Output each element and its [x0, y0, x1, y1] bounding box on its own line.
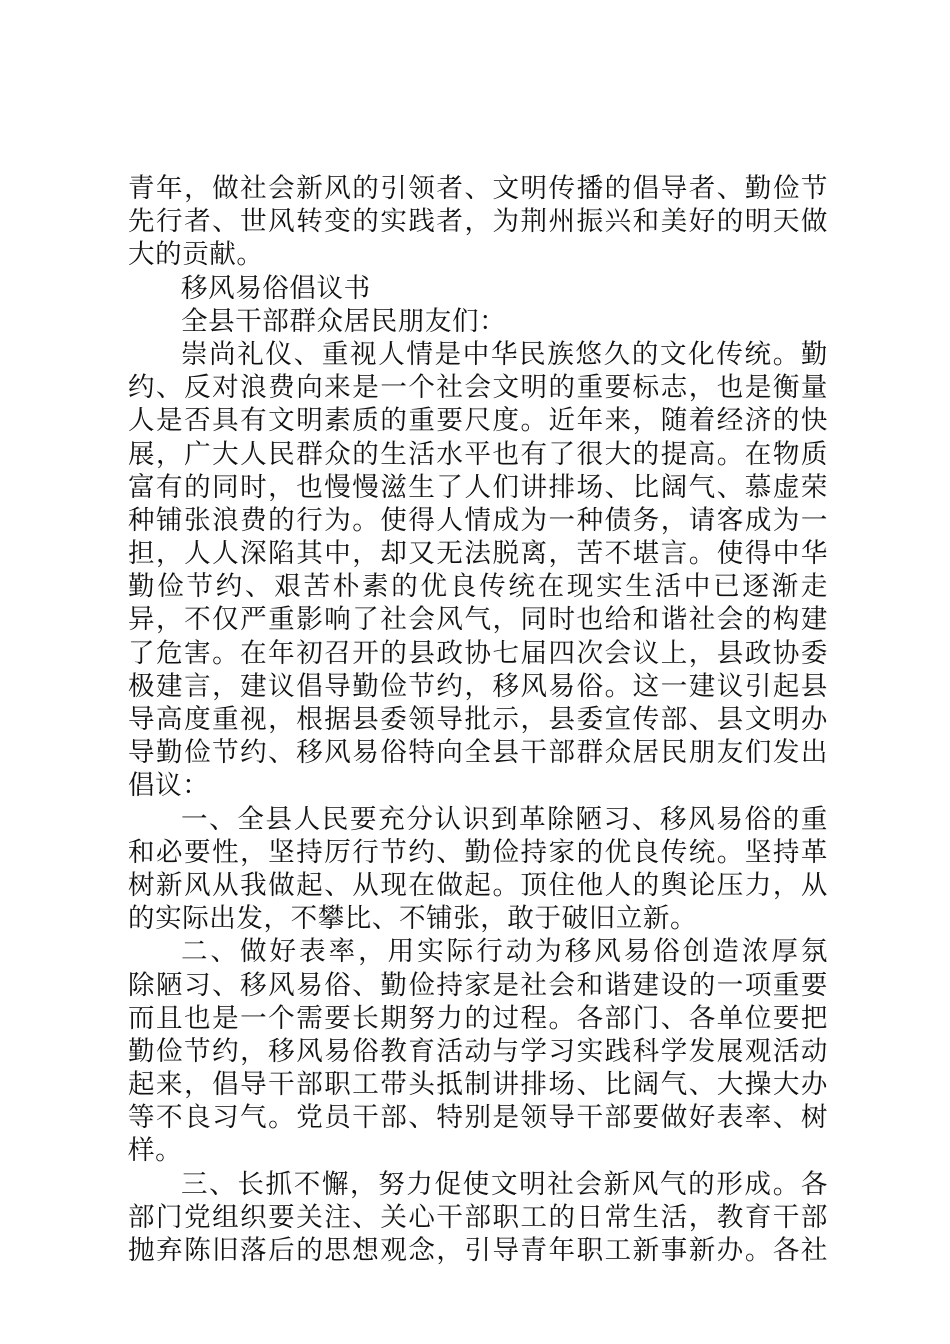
paragraph-start-line: 全县干部群众居民朋友们：: [181, 305, 507, 337]
text-line: 而且也是一个需要长期努力的过程。各部门、各单位要把: [128, 1002, 828, 1034]
text-line: 导勤俭节约、移风易俗特向全县干部群众居民朋友们发出: [128, 737, 828, 769]
text-line: 树新风从我做起、从现在做起。顶住他人的舆论压力，从: [128, 869, 828, 901]
text-line: 先行者、世风转变的实践者，为荆州振兴和美好的明天做: [128, 206, 828, 238]
text-line: 青年，做社会新风的引领者、文明传播的倡导者、勤俭节: [128, 173, 828, 204]
text-line: 样。: [128, 1135, 183, 1167]
paragraph-start-line: 三、长抓不懈，努力促使文明社会新风气的形成。各: [181, 1168, 828, 1200]
text-line: 约、反对浪费向来是一个社会文明的重要标志，也是衡量: [128, 372, 828, 404]
paragraph-start-line: 二、做好表率，用实际行动为移风易俗创造浓厚氛: [181, 936, 828, 968]
document-body: [128, 172, 828, 1267]
text-line: 起来，倡导干部职工带头抵制讲排场、比阔气、大操大办: [128, 1069, 828, 1101]
text-line: 勤俭节约、艰苦朴素的优良传统在现实生活中已逐渐走: [128, 571, 828, 603]
paragraph-start-line: 一、全县人民要充分认识到革除陋习、移风易俗的重: [181, 803, 828, 835]
text-line: 除陋习、移风易俗、勤俭持家是社会和谐建设的一项重要: [128, 969, 828, 1001]
text-line: 展，广大人民群众的生活水平也有了很大的提高。在物质: [128, 438, 828, 470]
text-line: 勤俭节约，移风易俗教育活动与学习实践科学发展观活动: [128, 1035, 828, 1067]
text-line: 倡议：: [128, 770, 210, 802]
paragraph-start-line: 崇尚礼仪、重视人情是中华民族悠久的文化传统。勤: [181, 338, 828, 370]
text-line: 的实际出发，不攀比、不铺张，敢于破旧立新。: [128, 903, 698, 935]
text-line: 了危害。在年初召开的县政协七届四次会议上，县政协委: [128, 637, 828, 669]
text-line: 种铺张浪费的行为。使得人情成为一种债务，请客成为一: [128, 504, 828, 536]
paragraph-start-line: 移风易俗倡议书: [181, 272, 371, 304]
text-line: 抛弃陈旧落后的思想观念，引导青年职工新事新办。各社: [128, 1235, 828, 1266]
text-line: 极建言，建议倡导勤俭节约，移风易俗。这一建议引起县: [128, 670, 828, 702]
text-line: 人是否具有文明素质的重要尺度。近年来，随着经济的快: [128, 405, 828, 437]
text-line: 富有的同时，也慢慢滋生了人们讲排场、比阔气、慕虚荣: [128, 471, 828, 503]
text-line: 和必要性，坚持厉行节约、勤俭持家的优良传统。坚持革: [128, 836, 828, 868]
text-line: 大的贡献。: [128, 239, 264, 271]
text-line: 等不良习气。党员干部、特别是领导干部要做好表率、树: [128, 1102, 828, 1134]
text-line: 导高度重视，根据县委领导批示，县委宣传部、县文明办: [128, 704, 828, 735]
text-line: 异，不仅严重影响了社会风气，同时也给和谐社会的构建: [128, 604, 828, 636]
text-line: 部门党组织要关注、关心干部职工的日常生活，教育干部: [128, 1201, 828, 1233]
text-line: 担，人人深陷其中，却又无法脱离，苦不堪言。使得中华: [128, 538, 828, 570]
